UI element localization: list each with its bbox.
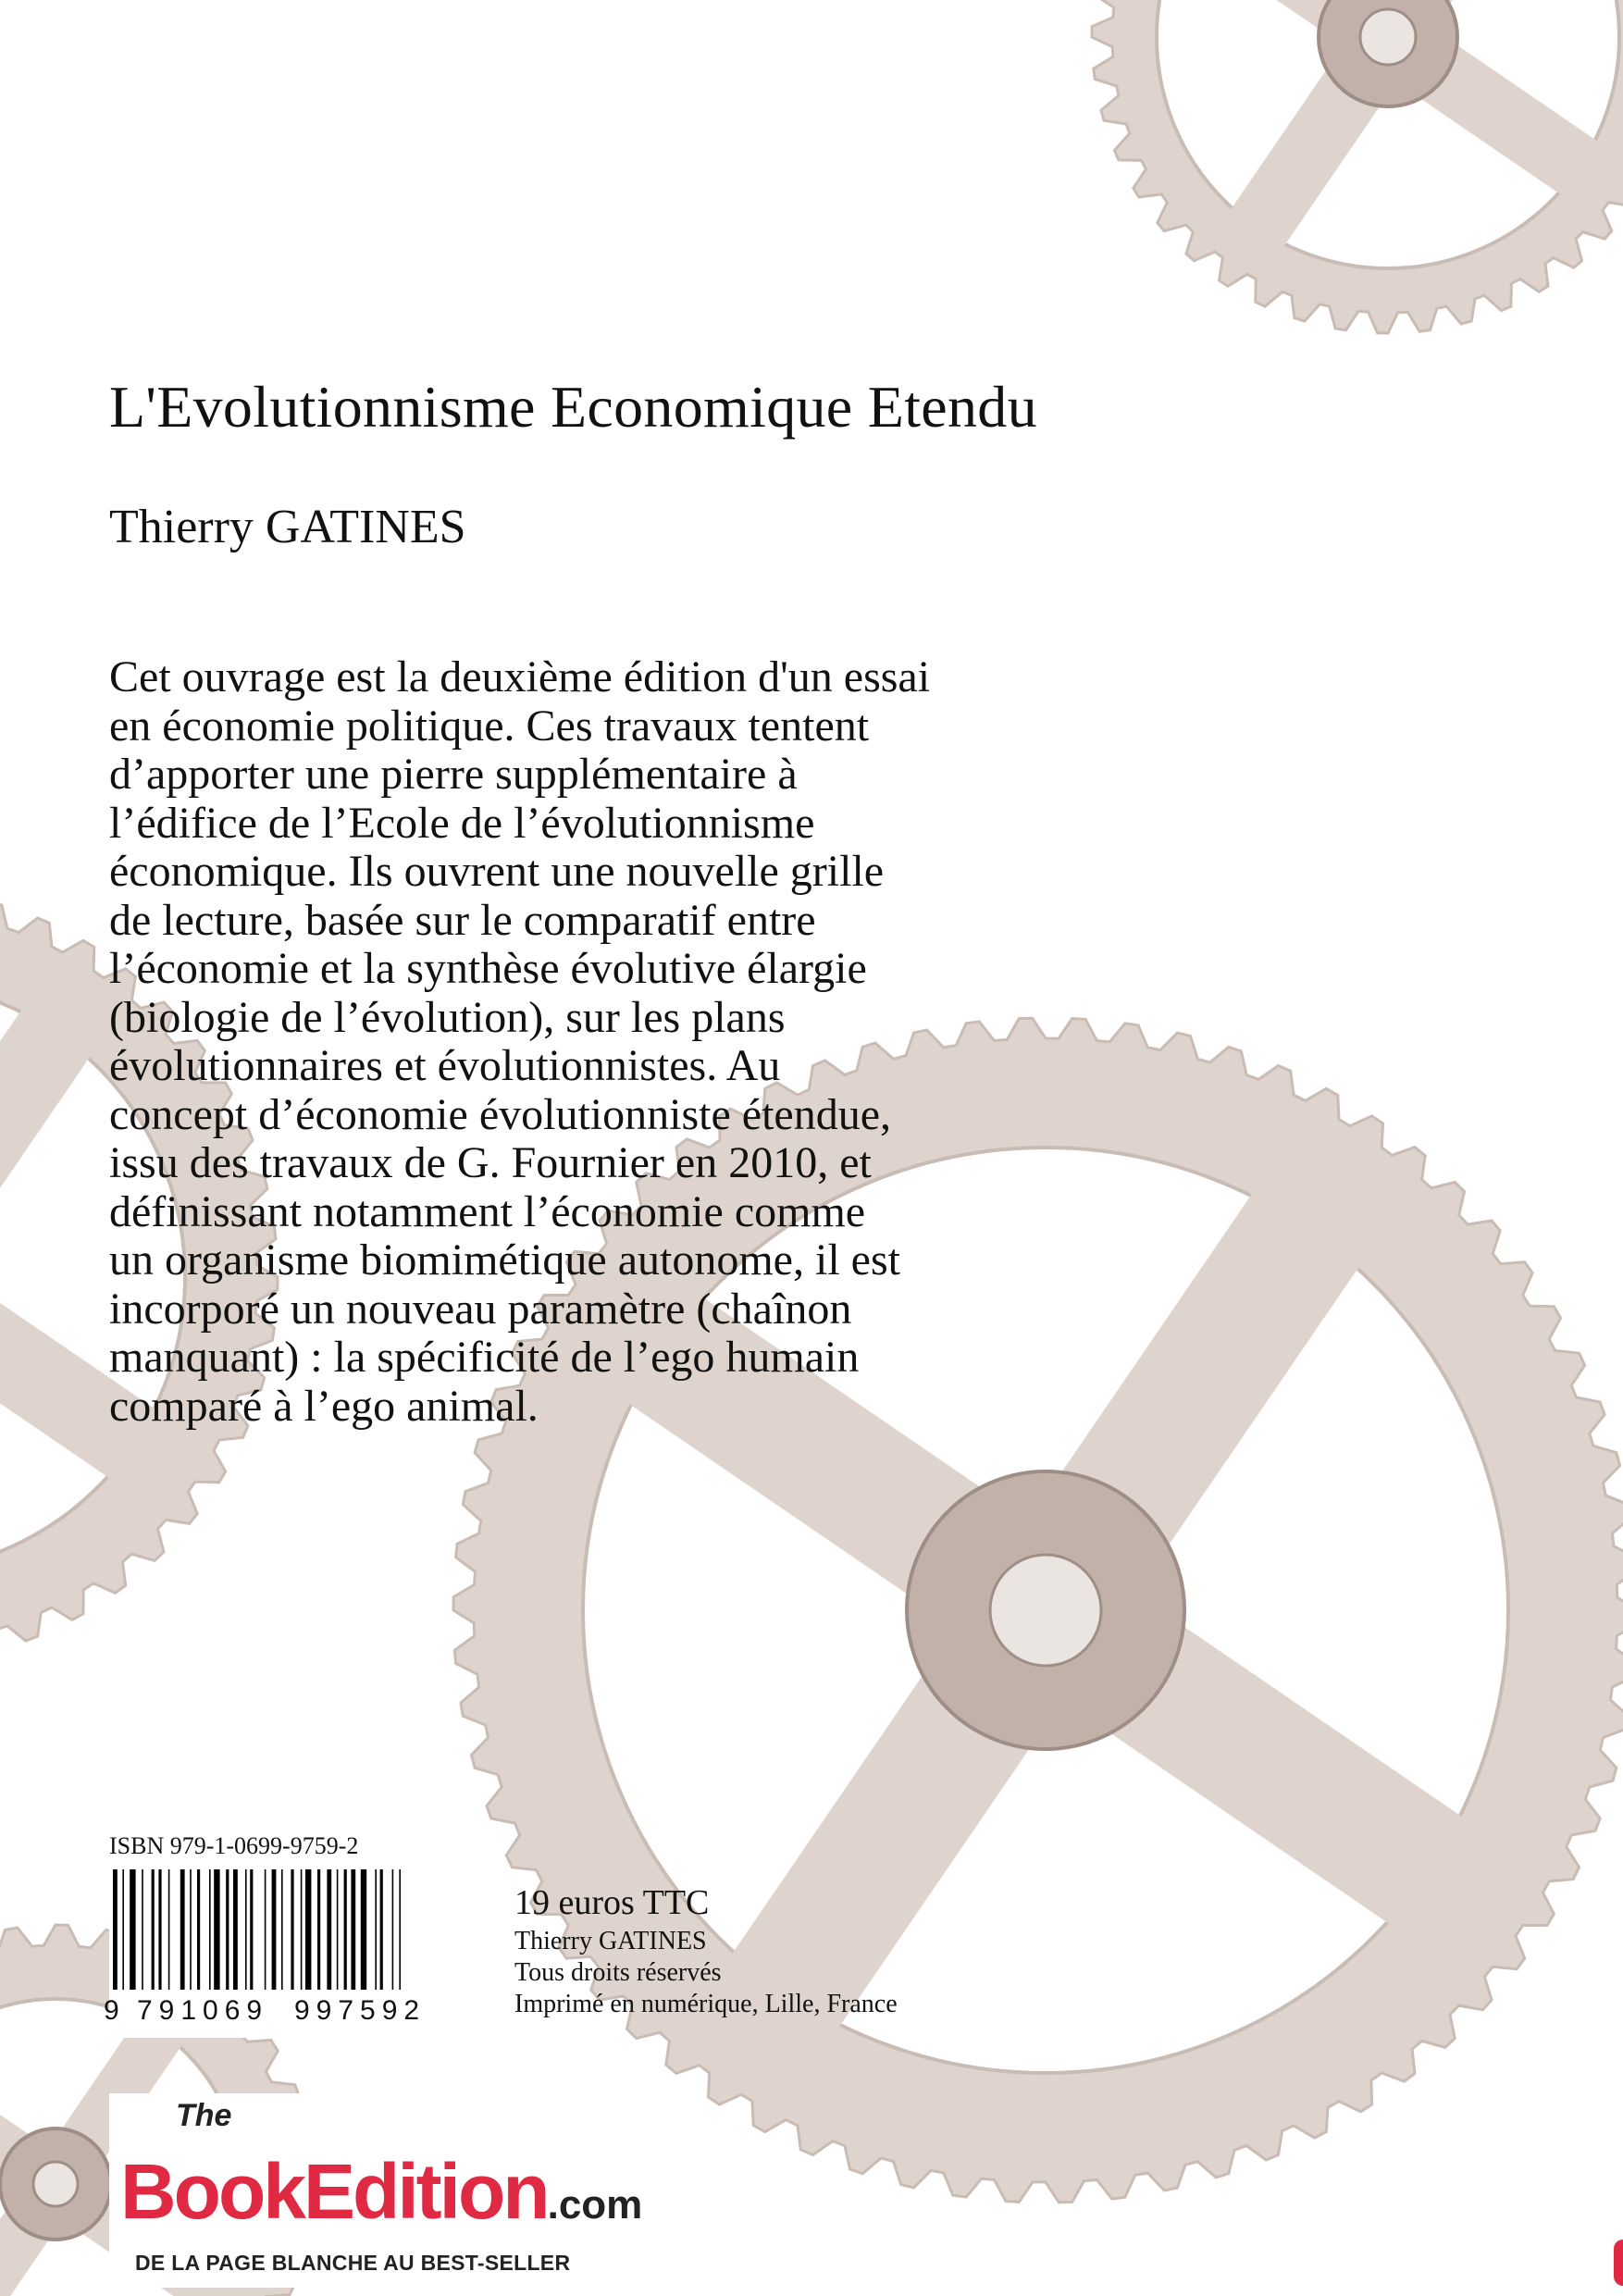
barcode-bar (190, 1869, 192, 1990)
barcode-bar (152, 1869, 155, 1990)
summary-line: de lecture, basée sur le comparatif entre (109, 895, 816, 945)
barcode-bar (291, 1869, 293, 1990)
barcode-bar (327, 1869, 331, 1990)
summary-line: économique. Ils ouvrent une nouvelle grille (109, 847, 885, 896)
barcode-digit-prefix: 9 (104, 1995, 119, 2026)
book-title: L'Evolutionnisme Economique Etendu (109, 374, 1037, 440)
summary-line: issu des travaux de G. Fournier en 2010, et (109, 1138, 872, 1187)
summary-line: l’édifice de l’Ecole de l’évolutionnisme (109, 798, 815, 848)
edge-mark (1614, 2240, 1623, 2286)
publisher-logo (109, 2093, 663, 2288)
barcode-bar (197, 1869, 200, 1990)
logo-name: BookEdition (120, 2148, 548, 2235)
author-name: Thierry GATINES (109, 501, 466, 553)
barcode-bar (281, 1869, 283, 1990)
summary-line: un organisme biomimétique autonome, il est (109, 1235, 900, 1285)
summary-line: en économie politique. Ces travaux tentent (109, 701, 870, 751)
summary-line: incorporé un nouveau paramètre (chaînon (109, 1284, 852, 1334)
barcode-bar (214, 1869, 219, 1990)
barcode-bar (233, 1869, 238, 1990)
publisher-author: Thierry GATINES (514, 1927, 707, 1955)
summary-line: (biologie de l’évolution), sur les plans (109, 992, 786, 1042)
barcode-bar (142, 1869, 143, 1990)
barcode-bar (122, 1869, 124, 1990)
isbn-label: ISBN 979-1-0699-9759-2 (109, 1832, 359, 1859)
barcode-bar (113, 1869, 118, 1990)
summary-line: évolutionnaires et évolutionnistes. Au (109, 1041, 781, 1090)
book-summary (109, 653, 1247, 1431)
summary-line: l’économie et la synthèse évolutive élargie (109, 944, 867, 993)
barcode-bar (305, 1869, 311, 1990)
barcode-bar (375, 1869, 377, 1990)
logo-dotcom: .com (547, 2182, 643, 2228)
barcode-bar (337, 1869, 339, 1990)
barcode-bar (209, 1869, 211, 1990)
barcode-bar (158, 1869, 161, 1990)
barcode-bar (361, 1869, 366, 1990)
summary-line: comparé à l’ego animal. (109, 1381, 539, 1431)
barcode-bar (399, 1869, 401, 1990)
barcode-icon (109, 1869, 453, 1995)
gear-top-right (1092, 0, 1623, 333)
barcode-bar (226, 1869, 229, 1990)
summary-line: manquant) : la spécificité de l’ego humain (109, 1333, 860, 1382)
barcode-bar (272, 1869, 277, 1990)
barcode-bar (168, 1869, 170, 1990)
summary-line: concept d’économie évolutionniste étendue, (109, 1089, 892, 1139)
logo-tagline: DE LA PAGE BLANCHE AU BEST-SELLER (135, 2251, 571, 2275)
price: 19 euros TTC (514, 1883, 710, 1922)
barcode-bar (301, 1869, 303, 1990)
summary-line: Cet ouvrage est la deuxième édition d'un essai (109, 652, 931, 701)
rights-notice: Tous droits réservés (514, 1958, 722, 1987)
print-location: Imprimé en numérique, Lille, France (514, 1990, 898, 2018)
barcode-bar (245, 1869, 247, 1990)
summary-line: d’apporter une pierre supplémentaire à (109, 750, 798, 799)
barcode-bar (250, 1869, 253, 1990)
barcode-digits-left: 791069 (137, 1995, 269, 2026)
barcode-bar (380, 1869, 383, 1990)
barcode-bar (180, 1869, 185, 1990)
isbn-block (104, 1832, 453, 2038)
barcode-bar (317, 1869, 320, 1990)
barcode-bar (344, 1869, 347, 1990)
logo-wordmark (120, 2148, 643, 2244)
barcode-digits-right: 997592 (294, 1995, 427, 2026)
barcode-bar (265, 1869, 266, 1990)
barcode-bar (392, 1869, 394, 1990)
logo-the-text: The (176, 2098, 232, 2133)
barcode-bar (130, 1869, 135, 1990)
barcode-bar (351, 1869, 355, 1990)
summary-line: définissant notamment l’économie comme (109, 1186, 866, 1236)
